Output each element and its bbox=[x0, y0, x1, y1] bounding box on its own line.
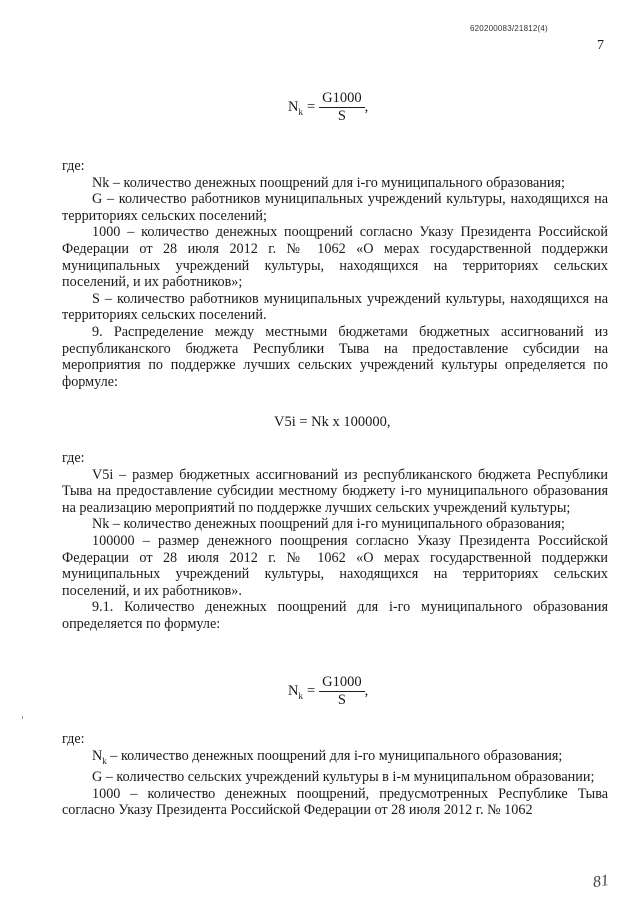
page-number: 7 bbox=[597, 38, 604, 53]
formula-comma: , bbox=[364, 683, 369, 699]
doc-id: 620200083/21812(4) bbox=[470, 24, 548, 33]
def-nk: $N_k$ – количество денежных поощрений для i-го муниципального образования; bbox=[92, 747, 563, 766]
def-nk: Nk – количество денежных поощрений для i-го муниципального образования; bbox=[92, 174, 565, 191]
formula-denominator: S bbox=[337, 108, 346, 124]
handwritten-note: 81 bbox=[591, 871, 611, 892]
formula-v5i: V5i = Nk x 100000, bbox=[274, 414, 391, 430]
formula-nk-bottom bbox=[288, 675, 368, 708]
text-block-3 bbox=[62, 731, 608, 819]
paragraph-9: 9. Распределение между местными бюджетами бюджетных ассигнований из республиканского бюджета Республики Тыва на предоставление субсидии на мероприятия по поддержке лучших сельских учреждений культуры определяется по формуле: bbox=[62, 323, 608, 390]
formula-numerator: G1000 bbox=[319, 675, 364, 692]
paragraph-9-1: 9.1. Количество денежных поощрений для i-го муниципального образования определяется по формуле: bbox=[62, 599, 608, 632]
where-label: где: bbox=[62, 158, 85, 174]
formula-denominator: S bbox=[337, 692, 346, 708]
formula-fraction bbox=[319, 91, 364, 124]
formula-fraction bbox=[319, 675, 364, 708]
def-nk: Nk – количество денежных поощрений для i-го муниципального образования; bbox=[92, 516, 565, 533]
where-label: где: bbox=[62, 450, 85, 466]
def-g: G – количество сельских учреждений культуры в i-м муниципальном образовании; bbox=[92, 769, 595, 786]
text-block-2 bbox=[62, 450, 608, 633]
formula-lhs: $N_k$ bbox=[288, 682, 303, 701]
formula-nk-top bbox=[288, 91, 368, 124]
def-1000: 1000 – количество денежных поощрений, предусмотренных Республике Тыва согласно Указу Президента Российской Федерации от 28 июля 2012 г. № 1062 bbox=[62, 785, 608, 819]
scan-speck bbox=[22, 716, 23, 719]
formula-numerator: G1000 bbox=[319, 91, 364, 108]
def-100000: 100000 – размер денежного поощрения согласно Указу Президента Российской Федерации от 28 июля 2012 г. № 1062 «О мерах государственной поддержки муниципальных учреждений культуры, находящихся на территориях сельских поселений, и их работников». bbox=[62, 532, 608, 599]
where-label: где: bbox=[62, 731, 85, 747]
def-1000: 1000 – количество денежных поощрений согласно Указу Президента Российской Федерации от 28 июля 2012 г. № 1062 «О мерах государственной поддержки муниципальных учреждений культуры, находящихся на территориях сельских поселений, и их работников»; bbox=[62, 224, 608, 291]
def-g: G – количество работников муниципальных учреждений культуры, находящихся на территориях сельских поселений; bbox=[62, 191, 608, 224]
formula-lhs: $N_k$ bbox=[288, 98, 303, 117]
def-v5i: V5i – размер бюджетных ассигнований из республиканского бюджета Республики Тыва на предоставление субсидии местному бюджету i-го муниципального образования на реализацию мероприятий по поддержке лучших сельских учреждений культуры; bbox=[62, 466, 608, 516]
formula-eq: = bbox=[306, 99, 316, 115]
formula-comma: , bbox=[364, 99, 369, 115]
def-s: S – количество работников муниципальных учреждений культуры, находящихся на территориях сельских поселений. bbox=[62, 290, 608, 324]
formula-eq: = bbox=[306, 683, 316, 699]
text-block-1 bbox=[62, 158, 608, 390]
